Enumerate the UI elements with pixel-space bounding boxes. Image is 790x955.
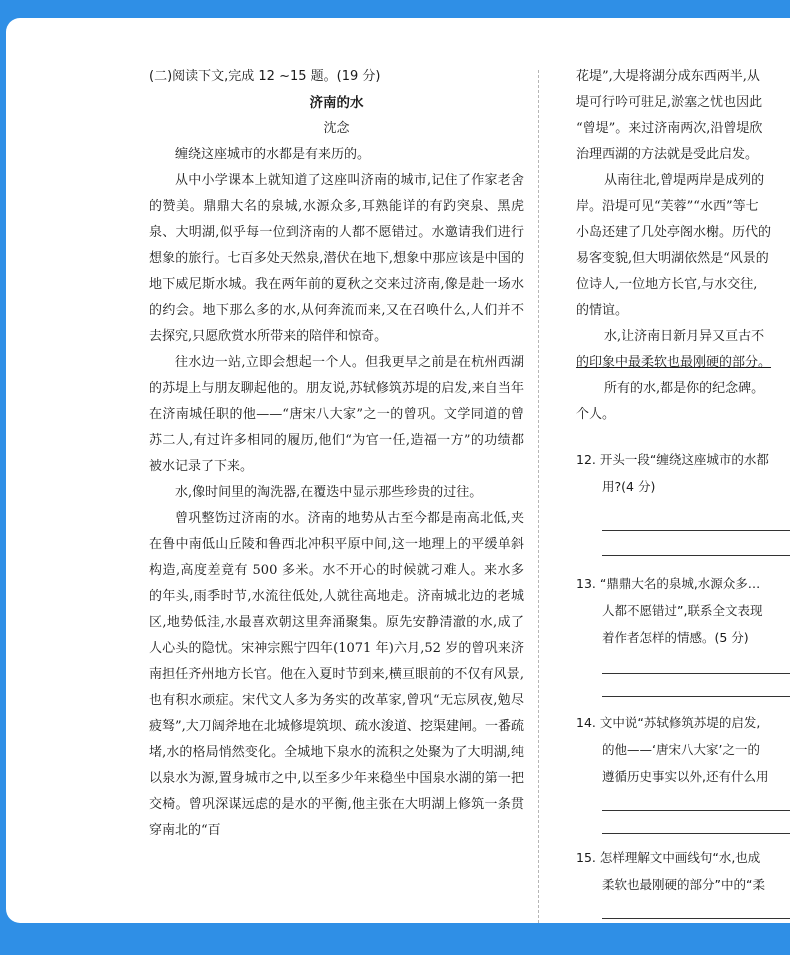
question-text: 柔软也最刚硬的部分”中的“柔 — [602, 877, 765, 892]
passage-line: 花堤”,大堤将湖分成东西两半,从 — [576, 69, 760, 84]
passage-line: 的情谊。 — [576, 303, 629, 318]
column-divider — [538, 70, 539, 923]
answer-line[interactable] — [602, 500, 790, 531]
passage-line: 治理西湖的方法就是受此启发。 — [576, 147, 759, 162]
answer-line[interactable] — [602, 790, 790, 811]
passage-paragraph: 缠绕这座城市的水都是有来历的。 — [175, 147, 371, 162]
question-text: 13. “鼎鼎大名的泉城,水源众多… — [576, 576, 761, 591]
answer-line[interactable] — [602, 811, 790, 834]
passage-title: 济南的水 — [309, 95, 364, 111]
passage-paragraph: 曾巩整饬过济南的水。济南的地势从古至今都是南高北低,夹在鲁中南低山丘陵和鲁西北冲积平原中间,这一地理上的平缓单斜构造,高度差竟有 500 多米。水不开心的时候就刁难人。来水多的年头,雨季时节,水流往低处,人就往高地走。济南城北边的老城区,地势低洼,水最喜欢朝这里奔涌聚集。原先安静清澈的水,成了人心头的隐忧。宋神宗熙宁四年(1071 年)六月,52 岁的曾巩来济南担任齐州地方长官。他在入夏时节到来,横亘眼前的不仅有风景,也有积水顽症。宋代文人多为务实的改革家,曾巩“无忘夙夜,勉尽疲驽”,大刀阔斧地在北城修堤筑坝、疏水浚道、挖渠建闸。一番疏堵,水的格局悄然变化。全城地下泉水的流积之处聚为了大明湖,纯以泉水为源,置身城市之中,以至多少年来稳坐中国泉水湖的第一把交椅。曾巩深谋远虑的是水的平衡,他主张在大明湖上修筑一条贯穿南北的“百 — [149, 511, 524, 838]
passage-line: 从南往北,曾堤两岸是成列的 — [604, 173, 765, 188]
answer-line[interactable] — [602, 674, 790, 697]
passage-line: 堤可行吟可驻足,淤塞之忧也因此 — [576, 95, 763, 110]
passage-line: 位诗人,一位地方长官,与水交往, — [576, 277, 758, 292]
question-12 — [576, 446, 790, 556]
answer-line[interactable] — [602, 531, 790, 556]
underlined-sentence: 的印象中最柔软也最刚硬的部分。 — [576, 355, 772, 370]
question-text: 14. 文中说“苏轼修筑苏堤的启发, — [576, 715, 761, 730]
question-text: 遵循历史事实以外,还有什么用 — [602, 769, 769, 784]
reading-passage — [149, 64, 524, 844]
passage-line: 易客变貌,但大明湖依然是“风景的 — [576, 251, 769, 266]
passage-paragraph: 从中小学课本上就知道了这座叫济南的城市,记住了作家老舍的赞美。鼎鼎大名的泉城,水源众多,耳熟能详的有趵突泉、黑虎泉、大明湖,似乎每一位到济南的人都不愿错过。水邀请我们进行想象的旅行。七百多处天然泉,潜伏在地下,想象中那应该是中国的地下威尼斯水城。我在两年前的夏秋之交来过济南,像是赴一场水的约会。地下那么多的水,从何奔流而来,又在召唤什么,人们并不去探究,只愿欣赏水所带来的陪伴和惊奇。 — [149, 173, 524, 344]
question-14 — [576, 709, 790, 834]
question-text: 15. 怎样理解文中画线句“水,也成 — [576, 850, 761, 865]
question-text: 12. 开头一段“缠绕这座城市的水都 — [576, 452, 769, 467]
question-13 — [576, 570, 790, 697]
answer-line[interactable] — [602, 919, 790, 923]
section-instruction: (二)阅读下文,完成 12 ~15 题。(19 分) — [149, 69, 381, 84]
right-column — [576, 64, 790, 923]
question-text: 用?(4 分) — [602, 479, 656, 494]
passage-paragraph: 往水边一站,立即会想起一个人。但我更早之前是在杭州西湖的苏堤上与朋友聊起他的。朋友说,苏轼修筑苏堤的启发,来自当年在济南城任职的他——“唐宋八大家”之一的曾巩。文学同道的曾苏二人,有过许多相同的履历,他们“为官一任,造福一方”的功绩都被水记录了下来。 — [149, 355, 524, 474]
question-text: 着作者怎样的情感。(5 分) — [602, 630, 749, 645]
passage-line: 个人。 — [576, 407, 616, 422]
exam-page — [6, 18, 790, 923]
passage-line: “曾堤”。来过济南两次,沿曾堤欣 — [576, 121, 763, 136]
passage-line: 小岛还建了几处亭阁水榭。历代的 — [576, 225, 772, 240]
passage-line: 所有的水,都是你的纪念碑。 — [604, 381, 765, 396]
question-text: 的他——‘唐宋八大家’之一的 — [602, 742, 760, 757]
answer-line[interactable] — [602, 651, 790, 674]
question-text: 人都不愿错过”,联系全文表现 — [602, 603, 763, 618]
passage-paragraph: 水,像时间里的淘洗器,在覆迭中显示那些珍贵的过往。 — [175, 485, 483, 500]
answer-line[interactable] — [602, 898, 790, 919]
passage-line: 水,让济南日新月异又亘古不 — [604, 329, 765, 344]
passage-author: 沈念 — [323, 121, 350, 136]
question-15 — [576, 844, 790, 923]
passage-line: 岸。沿堤可见“芙蓉”“水西”等七 — [576, 199, 759, 214]
